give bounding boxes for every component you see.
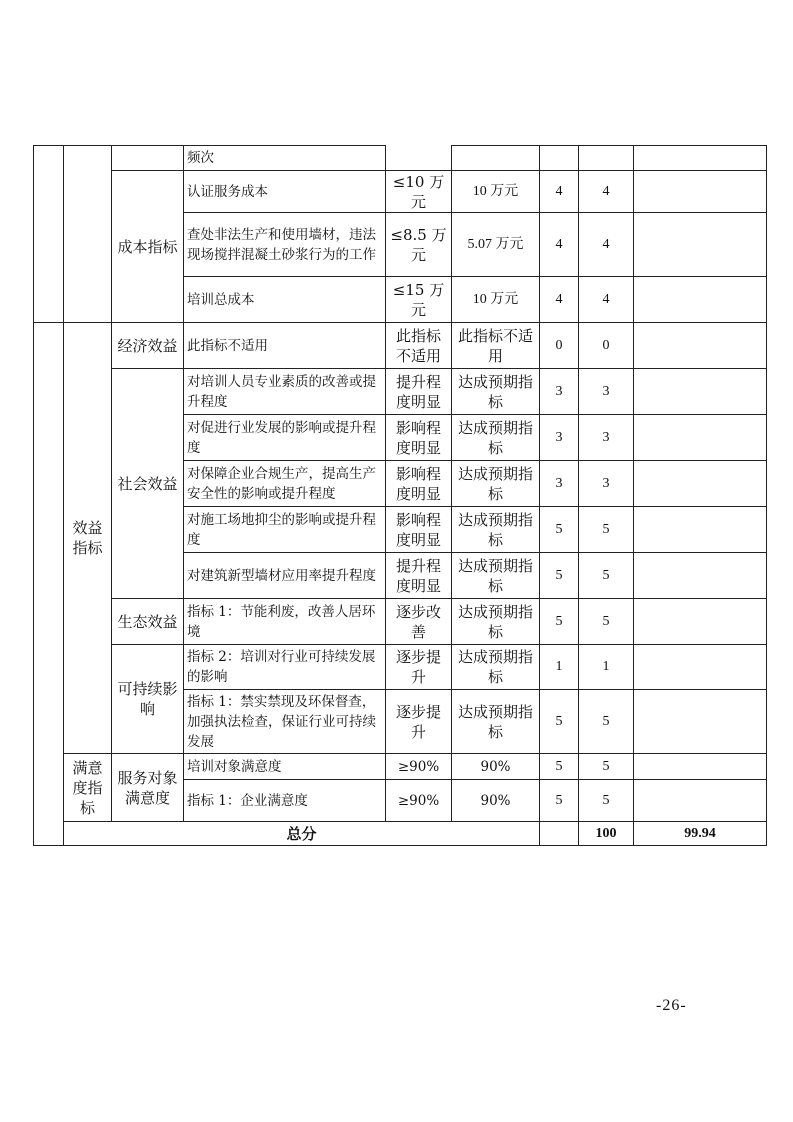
- score-cell: 5: [579, 553, 634, 599]
- actual-value-cell: 达成预期指标: [452, 645, 540, 690]
- target-value-cell: 影响程度明显: [386, 415, 452, 461]
- actual-value-cell: 90%: [452, 754, 540, 780]
- indicator-cell: 此指标不适用: [184, 323, 386, 369]
- blank-cell: [34, 323, 64, 846]
- target-value-cell: ≤10 万元: [386, 171, 452, 213]
- actual-value-cell: 达成预期指标: [452, 599, 540, 645]
- weight-cell: 5: [540, 690, 579, 754]
- table-row: [34, 645, 767, 690]
- target-value-cell: 提升程度明显: [386, 369, 452, 415]
- weight-cell: 3: [540, 461, 579, 507]
- score-cell: 5: [579, 507, 634, 553]
- sub-indicator-cell: 服务对象满意度: [112, 754, 184, 822]
- score-cell: 5: [579, 599, 634, 645]
- total-row: [34, 822, 767, 846]
- target-value-cell: 此指标不适用: [386, 323, 452, 369]
- actual-value-cell: 达成预期指标: [452, 690, 540, 754]
- sub-indicator-cell: 可持续影响: [112, 645, 184, 754]
- target-value-cell: 提升程度明显: [386, 553, 452, 599]
- weight-cell: 5: [540, 754, 579, 780]
- total-label: 总分: [64, 822, 540, 846]
- weight-cell: 0: [540, 323, 579, 369]
- actual-value-cell: 达成预期指标: [452, 415, 540, 461]
- table-row: [34, 369, 767, 415]
- indicator-cell: 查处非法生产和使用墙材，违法现场搅拌混凝土砂浆行为的工作: [184, 213, 386, 277]
- remark-cell: [634, 323, 767, 369]
- target-value-cell: ≥90%: [386, 780, 452, 822]
- blank-cell: [112, 146, 184, 171]
- performance-table: [33, 145, 767, 846]
- table-row: [34, 599, 767, 645]
- target-value-cell: 影响程度明显: [386, 507, 452, 553]
- target-value-cell: ≥90%: [386, 754, 452, 780]
- weight-cell: 3: [540, 415, 579, 461]
- score-cell: 3: [579, 369, 634, 415]
- actual-value-cell: 此指标不适用: [452, 323, 540, 369]
- target-value-cell: ≤15 万元: [386, 277, 452, 323]
- indicator-cell: 指标 1：禁实禁现及环保督查，加强执法检查，保证行业可持续发展: [184, 690, 386, 754]
- score-cell: 5: [579, 690, 634, 754]
- remark-cell: [634, 690, 767, 754]
- sub-indicator-cell: 成本指标: [112, 171, 184, 323]
- indicator-cell: 指标 1：企业满意度: [184, 780, 386, 822]
- weight-cell: 3: [540, 369, 579, 415]
- remark-cell: [634, 461, 767, 507]
- remark-cell: [634, 213, 767, 277]
- total-weight-cell: 100: [579, 822, 634, 846]
- indicator-cell: 对促进行业发展的影响或提升程度: [184, 415, 386, 461]
- category-cell: 满意度指标: [64, 754, 112, 822]
- remark-cell: [634, 599, 767, 645]
- indicator-cell: 培训对象满意度: [184, 754, 386, 780]
- remark-cell: [634, 780, 767, 822]
- indicator-cell: 指标 2：培训对行业可持续发展的影响: [184, 645, 386, 690]
- target-value-cell: 逐步提升: [386, 690, 452, 754]
- target-value-cell: ≤8.5 万元: [386, 213, 452, 277]
- score-cell: 4: [579, 171, 634, 213]
- weight-cell: 5: [540, 507, 579, 553]
- actual-value-cell: 10 万元: [452, 171, 540, 213]
- actual-value-cell: 达成预期指标: [452, 553, 540, 599]
- actual-value-cell: 90%: [452, 780, 540, 822]
- total-score-cell: 99.94: [634, 822, 767, 846]
- blank-cell: [579, 146, 634, 171]
- blank-cell: [540, 822, 579, 846]
- indicator-cell: 对保障企业合规生产，提高生产安全性的影响或提升程度: [184, 461, 386, 507]
- score-cell: 5: [579, 754, 634, 780]
- sub-indicator-cell: 社会效益: [112, 369, 184, 599]
- page-number: -26-: [656, 997, 687, 1014]
- score-cell: 3: [579, 415, 634, 461]
- score-cell: 5: [579, 780, 634, 822]
- remark-cell: [634, 645, 767, 690]
- blank-cell: [386, 146, 452, 171]
- score-cell: 0: [579, 323, 634, 369]
- weight-cell: 4: [540, 171, 579, 213]
- actual-value-cell: 达成预期指标: [452, 507, 540, 553]
- indicator-cell: 对培训人员专业素质的改善或提升程度: [184, 369, 386, 415]
- table-row: [34, 754, 767, 780]
- blank-cell: [34, 146, 64, 323]
- indicator-cell: 对建筑新型墙材应用率提升程度: [184, 553, 386, 599]
- actual-value-cell: 10 万元: [452, 277, 540, 323]
- actual-value-cell: 5.07 万元: [452, 213, 540, 277]
- weight-cell: 1: [540, 645, 579, 690]
- indicator-cell: 培训总成本: [184, 277, 386, 323]
- actual-value-cell: 达成预期指标: [452, 369, 540, 415]
- remark-cell: [634, 754, 767, 780]
- remark-cell: [634, 507, 767, 553]
- table-row: [34, 146, 767, 171]
- target-value-cell: 逐步改善: [386, 599, 452, 645]
- category-cell: 效益指标: [64, 323, 112, 754]
- weight-cell: 4: [540, 277, 579, 323]
- remark-cell: [634, 277, 767, 323]
- weight-cell: 4: [540, 213, 579, 277]
- indicator-cell: 频次: [184, 146, 386, 171]
- remark-cell: [634, 369, 767, 415]
- sub-indicator-cell: 经济效益: [112, 323, 184, 369]
- weight-cell: 5: [540, 553, 579, 599]
- sub-indicator-cell: 生态效益: [112, 599, 184, 645]
- indicator-cell: 指标 1：节能利废，改善人居环境: [184, 599, 386, 645]
- remark-cell: [634, 146, 767, 171]
- blank-cell: [540, 146, 579, 171]
- indicator-cell: 认证服务成本: [184, 171, 386, 213]
- remark-cell: [634, 171, 767, 213]
- weight-cell: 5: [540, 780, 579, 822]
- target-value-cell: 影响程度明显: [386, 461, 452, 507]
- score-cell: 1: [579, 645, 634, 690]
- blank-cell: [64, 146, 112, 323]
- remark-cell: [634, 553, 767, 599]
- weight-cell: 5: [540, 599, 579, 645]
- blank-cell: [452, 146, 540, 171]
- score-cell: 4: [579, 277, 634, 323]
- table-row: [34, 323, 767, 369]
- actual-value-cell: 达成预期指标: [452, 461, 540, 507]
- score-cell: 3: [579, 461, 634, 507]
- target-value-cell: 逐步提升: [386, 645, 452, 690]
- indicator-cell: 对施工场地抑尘的影响或提升程度: [184, 507, 386, 553]
- table-row: [34, 171, 767, 213]
- remark-cell: [634, 415, 767, 461]
- score-cell: 4: [579, 213, 634, 277]
